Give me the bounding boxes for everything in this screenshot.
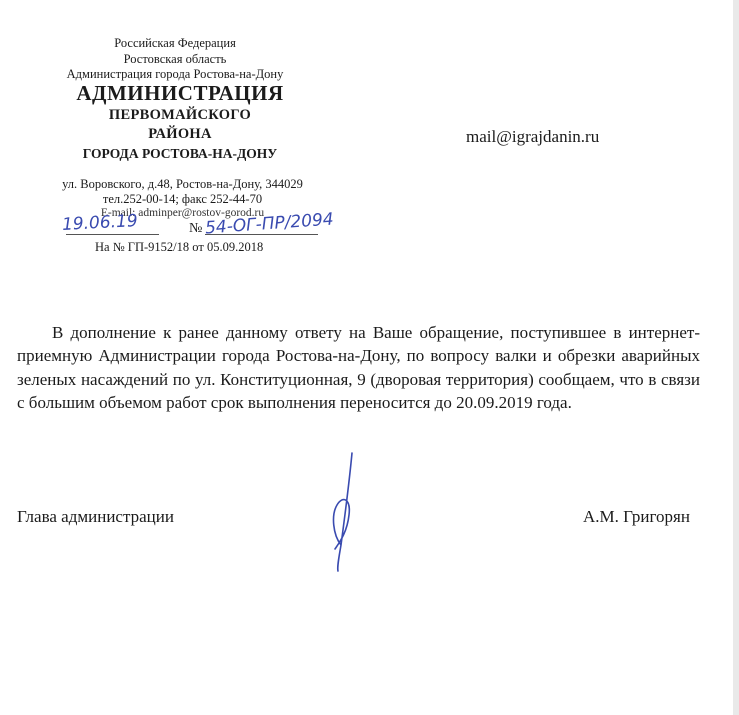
recipient-email: mail@igrajdanin.ru xyxy=(466,127,600,146)
country-line: Российская Федерация xyxy=(114,36,236,50)
phone-fax: тел.252-00-14; факс 252-44-70 xyxy=(102,192,263,206)
org-district-word: РАЙОНА xyxy=(148,126,212,142)
org-city: ГОРОДА РОСТОВА-НА-ДОНУ xyxy=(82,146,278,161)
org-title: АДМИНИСТРАЦИЯ xyxy=(76,81,284,105)
date-underline xyxy=(66,234,159,235)
registration-number: 54-ОГ-ПР/2094 xyxy=(204,209,335,239)
number-underline xyxy=(205,234,318,235)
scan-edge xyxy=(733,0,739,715)
reference-line: На № ГП-9152/18 от 05.09.2018 xyxy=(95,240,264,254)
signatory-position: Глава администрации xyxy=(17,507,174,526)
letter-body: В дополнение к ранее данному ответу на Ваше обращение, поступившее в интернет-приемную Администрации города Ростова-на-Дону, по вопросу валки и обрезки аварийных зеленых насаждений по ул. Конституционная, 9 (дворовая территория) сообщаем, что в связи с большим объемом работ срок выполнения переносится до 20.09.2019 года. xyxy=(17,323,700,413)
address: ул. Воровского, д.48, Ростов-на-Дону, 344029 xyxy=(62,177,303,191)
org-district: ПЕРВОМАЙСКОГО xyxy=(108,107,252,123)
registration-date: 19.06.19 xyxy=(61,211,139,235)
region-line: Ростовская область xyxy=(123,52,227,66)
signatory-name: А.М. Григорян xyxy=(583,507,690,526)
number-label: № xyxy=(189,221,203,236)
signature-mark xyxy=(325,445,365,575)
email: E-mail: adminper@rostov-gorod.ru xyxy=(100,207,265,219)
city-admin-line: Администрация города Ростова-на-Дону xyxy=(66,67,284,81)
